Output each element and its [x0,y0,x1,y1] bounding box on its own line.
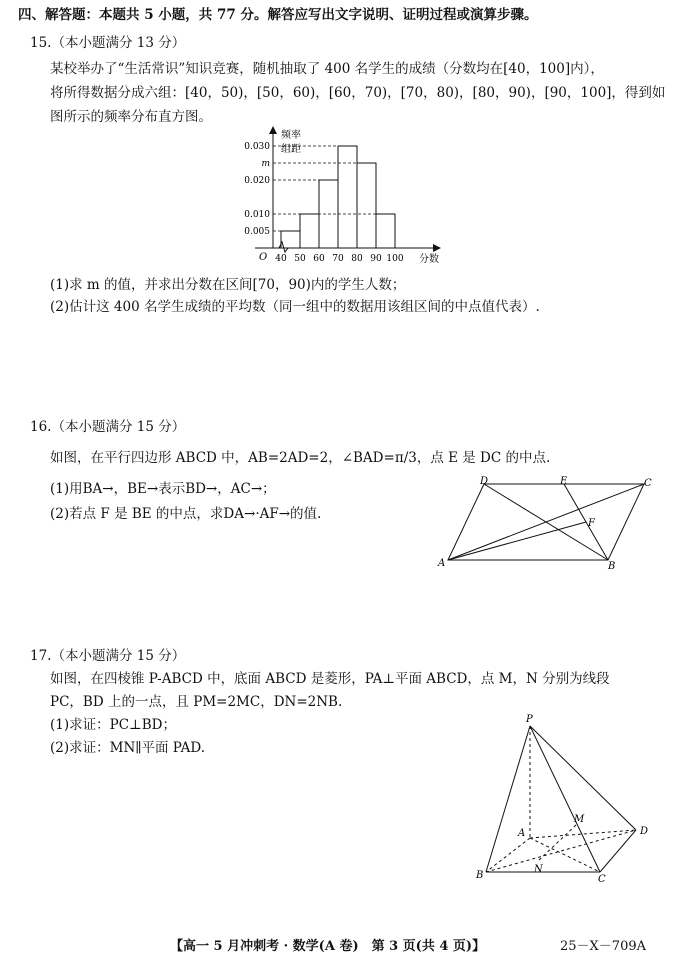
label-m: M [574,814,585,825]
x-axis-label: 分数 [419,254,439,265]
label-a: A [438,558,446,569]
y-tick-label: 0.010 [244,210,270,220]
label-f: F [588,518,595,529]
label-p: P [526,714,533,725]
y-axis-label-line1: 频率 [281,130,301,141]
section-header: 四、解答题：本题共 5 小题，共 77 分。解答应写出文字说明、证明过程或演算步骤。 [18,7,538,23]
q15-line-2: 将所得数据分成六组：[40，50)，[50，60)，[60，70)，[70，80)，[80，90)，[90，100]，得到如 [50,85,666,101]
histogram-bar [338,146,357,248]
q17-heading: 17.（本小题满分 15 分） [30,648,186,664]
q16-heading: 16.（本小题满分 15 分） [30,419,186,435]
x-tick-label: 70 [332,254,344,264]
label-b: B [476,870,484,881]
label-e: E [560,476,568,487]
q17-sub-2: (2)求证：MN∥平面 PAD. [50,740,206,756]
q17-sub-1: (1)求证：PC⊥BD； [50,717,176,733]
label-d: D [640,826,649,837]
parallelogram-figure [430,476,662,572]
label-n: N [534,864,543,875]
y-tick-label: m [261,159,270,169]
y-tick-label: 0.005 [244,227,270,237]
footer-left: 【高一 5 月冲刺考 · 数学(A 卷) 第 3 页(共 4 页)】 [170,939,486,954]
x-tick-label: 100 [386,254,404,264]
origin-label: O [259,252,268,263]
label-b: B [608,561,616,572]
q15-sub-1: (1)求 m 的值，并求出分数在区间[70，90)内的学生人数； [50,277,406,293]
x-tick-label: 90 [370,254,382,264]
label-d: D [480,476,489,487]
x-tick-label: 80 [351,254,363,264]
q17-line-2: PC，BD 上的一点，且 PM=2MC，DN=2NB. [50,694,343,710]
x-tick-label: 40 [275,254,287,264]
x-tick-label: 60 [313,254,325,264]
label-c: C [598,874,606,882]
x-tick-label: 50 [294,254,306,264]
footer-right: 25－X－709A [560,939,646,954]
pyramid-figure [472,710,662,882]
histogram-bar [281,231,300,248]
label-a: A [518,828,526,839]
frequency-histogram [235,124,445,266]
q15-heading: 15.（本小题满分 13 分） [30,35,186,51]
y-tick-label: 0.030 [244,142,270,152]
q16-line-1: 如图，在平行四边形 ABCD 中，AB=2AD=2，∠BAD=π/3，点 E 是 DC 的中点. [50,450,551,466]
y-axis-label-line2: 组距 [281,144,301,155]
q17-line-1: 如图，在四棱锥 P-ABCD 中，底面 ABCD 是菱形，PA⊥平面 ABCD，点 M，N 分别为线段 [50,671,610,687]
q15-line-3: 图所示的频率分布直方图。 [50,109,212,125]
label-c: C [644,478,652,489]
q15-sub-2: (2)估计这 400 名学生成绩的平均数（同一组中的数据用该组区间的中点值代表）. [50,299,540,315]
histogram-bar [376,214,395,248]
q15-line-1: 某校举办了“生活常识”知识竞赛，随机抽取了 400 名学生的成绩（分数均在[40，100]内）， [50,61,604,77]
q16-sub-1: (1)用BA→，BE→表示BD→，AC→； [50,481,276,497]
q16-sub-2: (2)若点 F 是 BE 的中点，求DA→·AF→的值. [50,506,322,522]
y-tick-label: 0.020 [244,176,270,186]
histogram-bar [357,163,376,248]
histogram-bar [300,214,319,248]
